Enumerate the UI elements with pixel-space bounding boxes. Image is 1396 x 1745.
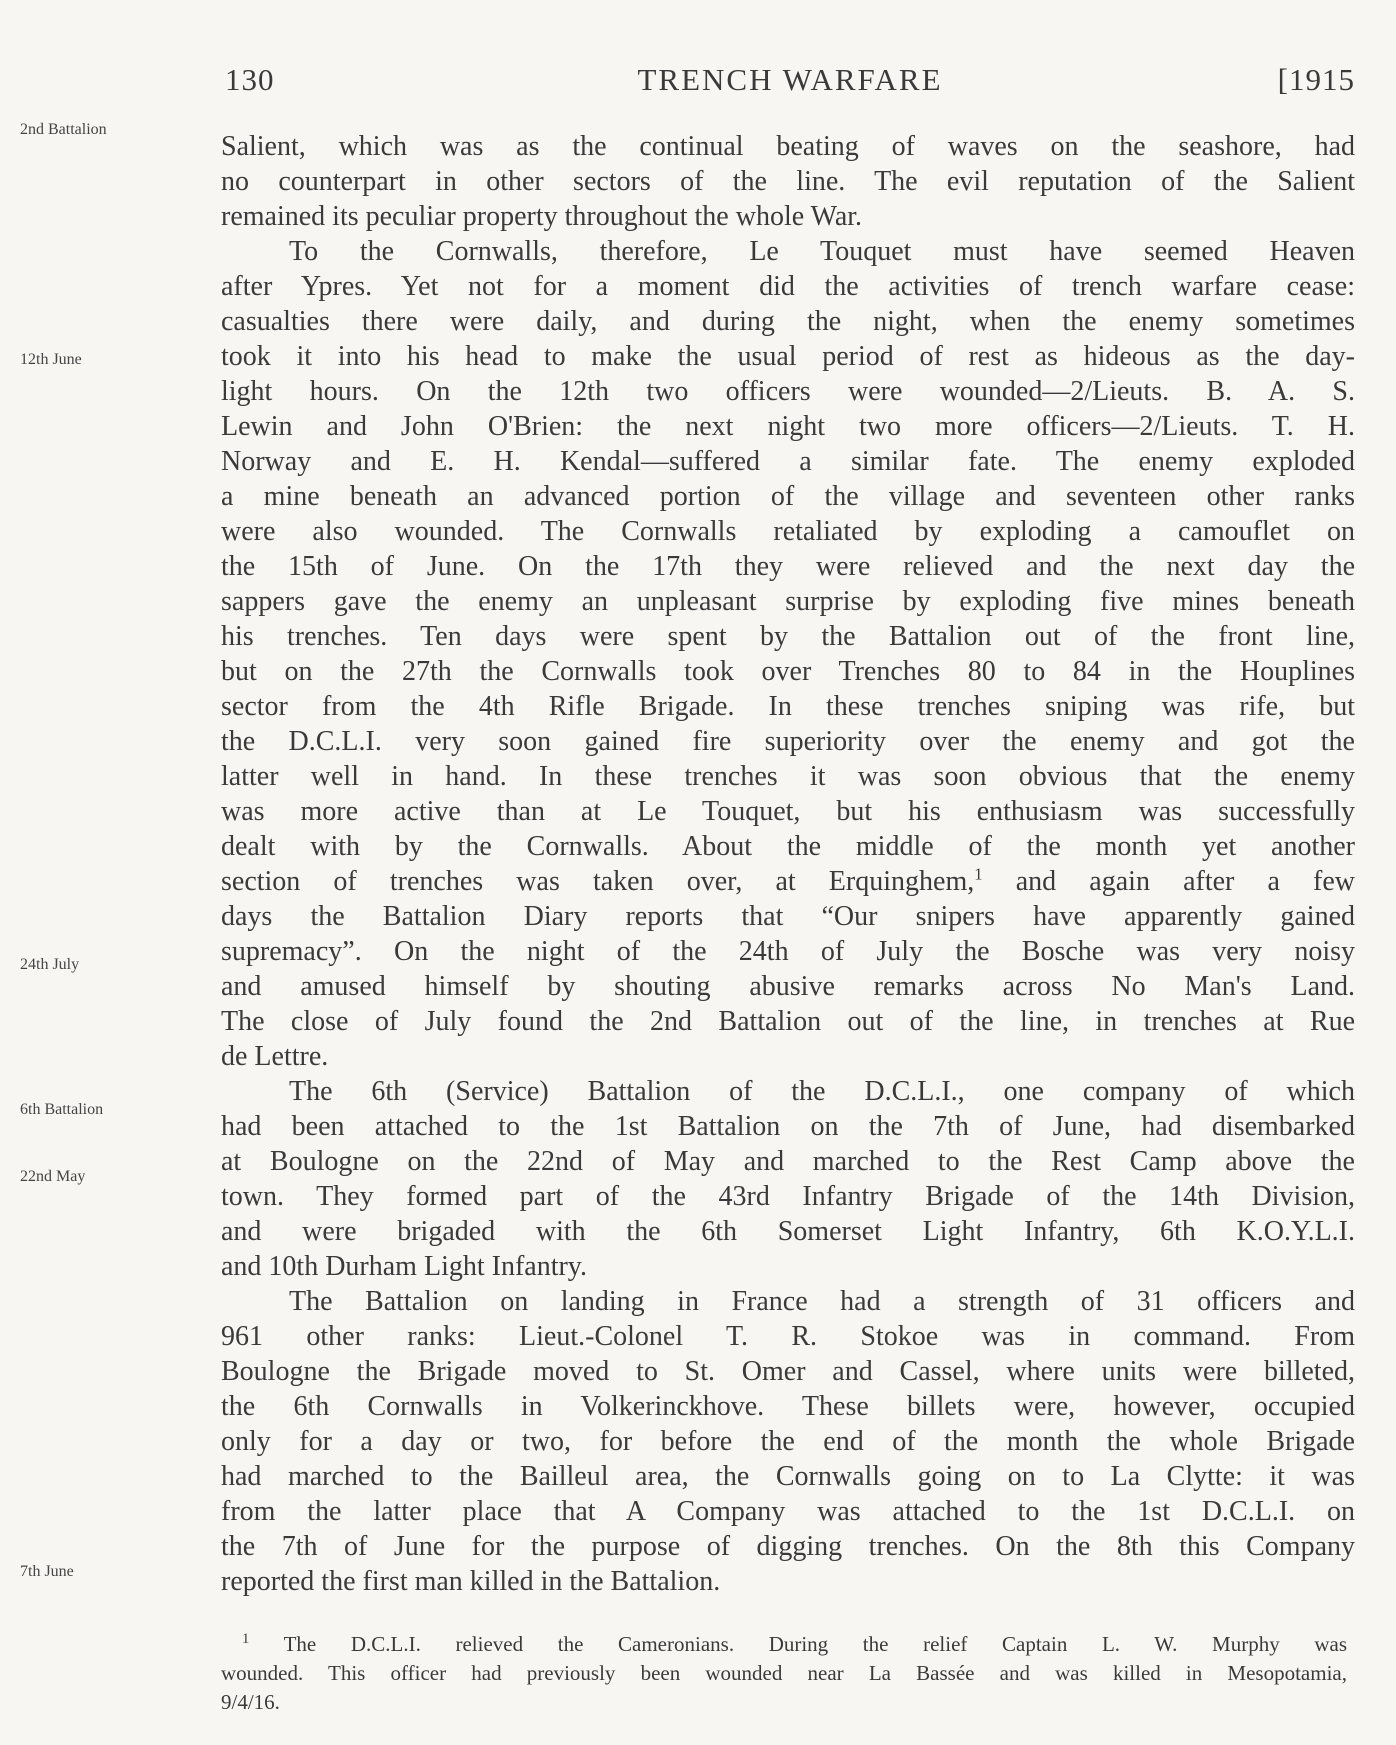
body-line: was more active than at Le Touquet, but his enthusiasm was successfully xyxy=(221,796,1355,827)
body-line-text: section of trenches was taken over, at Erquinghem, xyxy=(221,866,975,897)
page-number: 130 xyxy=(225,62,275,97)
body-line: the 15th of June. On the 17th they were relieved and the next day the xyxy=(221,551,1355,582)
running-title: TRENCH WARFARE xyxy=(637,62,943,97)
year-marker: [1915 xyxy=(1277,62,1355,97)
body-line: only for a day or two, for before the end of the month the whole Brigade xyxy=(221,1426,1355,1457)
body-line: and were brigaded with the 6th Somerset Light Infantry, 6th K.O.Y.L.I. xyxy=(221,1216,1355,1247)
body-line: the D.C.L.I. very soon gained fire superiority over the enemy and got the xyxy=(221,726,1355,757)
body-line: sector from the 4th Rifle Brigade. In these trenches sniping was rife, but xyxy=(221,691,1355,722)
body-line: had marched to the Bailleul area, the Cornwalls going on to La Clytte: it was xyxy=(221,1461,1355,1492)
body-line: de Lettre. xyxy=(221,1041,329,1072)
footnote-line: 9/4/16. xyxy=(221,1690,280,1714)
running-head xyxy=(225,62,1355,106)
body-line: no counterpart in other sectors of the line. The evil reputation of the Salient xyxy=(221,166,1355,197)
sidenote-24th-july: 24th July xyxy=(20,956,80,973)
body-line: The close of July found the 2nd Battalion out of the line, in trenches at Rue xyxy=(221,1006,1355,1037)
body-line: 961 other ranks: Lieut.-Colonel T. R. Stokoe was in command. From xyxy=(221,1321,1355,1352)
body-line: The Battalion on landing in France had a strength of 31 officers and xyxy=(289,1286,1355,1317)
body-line: supremacy”. On the night of the 24th of July the Bosche was very noisy xyxy=(221,936,1355,967)
body-line: the 7th of June for the purpose of digging trenches. On the 8th this Company xyxy=(221,1531,1355,1562)
footnote-ref: 1 xyxy=(974,864,983,884)
body-line: were also wounded. The Cornwalls retaliated by exploding a camouflet on xyxy=(221,516,1355,547)
body-line: Norway and E. H. Kendal—suffered a similar fate. The enemy exploded xyxy=(221,446,1355,477)
sidenote-7th-june: 7th June xyxy=(20,1563,74,1580)
body-line: sappers gave the enemy an unpleasant surprise by exploding five mines beneath xyxy=(221,586,1355,617)
body-line: at Boulogne on the 22nd of May and marched to the Rest Camp above the xyxy=(221,1146,1355,1177)
body-line: Lewin and John O'Brien: the next night two more officers—2/Lieuts. T. H. xyxy=(221,411,1355,442)
body-line: To the Cornwalls, therefore, Le Touquet must have seemed Heaven xyxy=(289,236,1355,267)
body-line: casualties there were daily, and during the night, when the enemy sometimes xyxy=(221,306,1355,337)
body-line: his trenches. Ten days were spent by the Battalion out of the front line, xyxy=(221,621,1355,652)
body-line: from the latter place that A Company was attached to the 1st D.C.L.I. on xyxy=(221,1496,1355,1527)
body-line: Salient, which was as the continual beating of waves on the seashore, had xyxy=(221,131,1355,162)
footnote-text: The D.C.L.I. relieved the Cameronians. During the relief Captain L. W. Murphy was xyxy=(249,1632,1347,1656)
body-line-with-footnote-ref xyxy=(221,864,1355,899)
sidenote-6th-battalion: 6th Battalion xyxy=(20,1101,104,1118)
body-line: took it into his head to make the usual period of rest as hideous as the day- xyxy=(221,341,1355,372)
sidenote-12th-june: 12th June xyxy=(20,351,82,368)
body-line: and 10th Durham Light Infantry. xyxy=(221,1251,587,1282)
body-line: reported the first man killed in the Battalion. xyxy=(221,1566,721,1597)
body-line: and amused himself by shouting abusive remarks across No Man's Land. xyxy=(221,971,1355,1002)
body-line: had been attached to the 1st Battalion on the 7th of June, had disembarked xyxy=(221,1111,1355,1142)
body-line: the 6th Cornwalls in Volkerinckhove. These billets were, however, occupied xyxy=(221,1391,1355,1422)
footnote-line: wounded. This officer had previously been wounded near La Bassée and was killed in Mesopotamia, xyxy=(221,1661,1347,1685)
footnote-line xyxy=(242,1630,1347,1659)
body-line: The 6th (Service) Battalion of the D.C.L.I., one company of which xyxy=(289,1076,1355,1107)
body-line: after Ypres. Yet not for a moment did the activities of trench warfare cease: xyxy=(221,271,1355,302)
body-line: remained its peculiar property throughout the whole War. xyxy=(221,201,863,232)
body-line: light hours. On the 12th two officers were wounded—2/Lieuts. B. A. S. xyxy=(221,376,1355,407)
body-line: latter well in hand. In these trenches it was soon obvious that the enemy xyxy=(221,761,1355,792)
sidenote-22nd-may: 22nd May xyxy=(20,1168,86,1185)
body-line: but on the 27th the Cornwalls took over Trenches 80 to 84 in the Houplines xyxy=(221,656,1355,687)
body-line: town. They formed part of the 43rd Infantry Brigade of the 14th Division, xyxy=(221,1181,1355,1212)
body-line: dealt with by the Cornwalls. About the middle of the month yet another xyxy=(221,831,1355,862)
body-line-text: and again after a few xyxy=(982,866,1355,897)
footnote-marker: 1 xyxy=(242,1631,250,1647)
body-line: days the Battalion Diary reports that “Our snipers have apparently gained xyxy=(221,901,1355,932)
body-line: Boulogne the Brigade moved to St. Omer and Cassel, where units were billeted, xyxy=(221,1356,1355,1387)
sidenote-2nd-battalion: 2nd Battalion xyxy=(20,121,107,138)
body-line: a mine beneath an advanced portion of the village and seventeen other ranks xyxy=(221,481,1355,512)
